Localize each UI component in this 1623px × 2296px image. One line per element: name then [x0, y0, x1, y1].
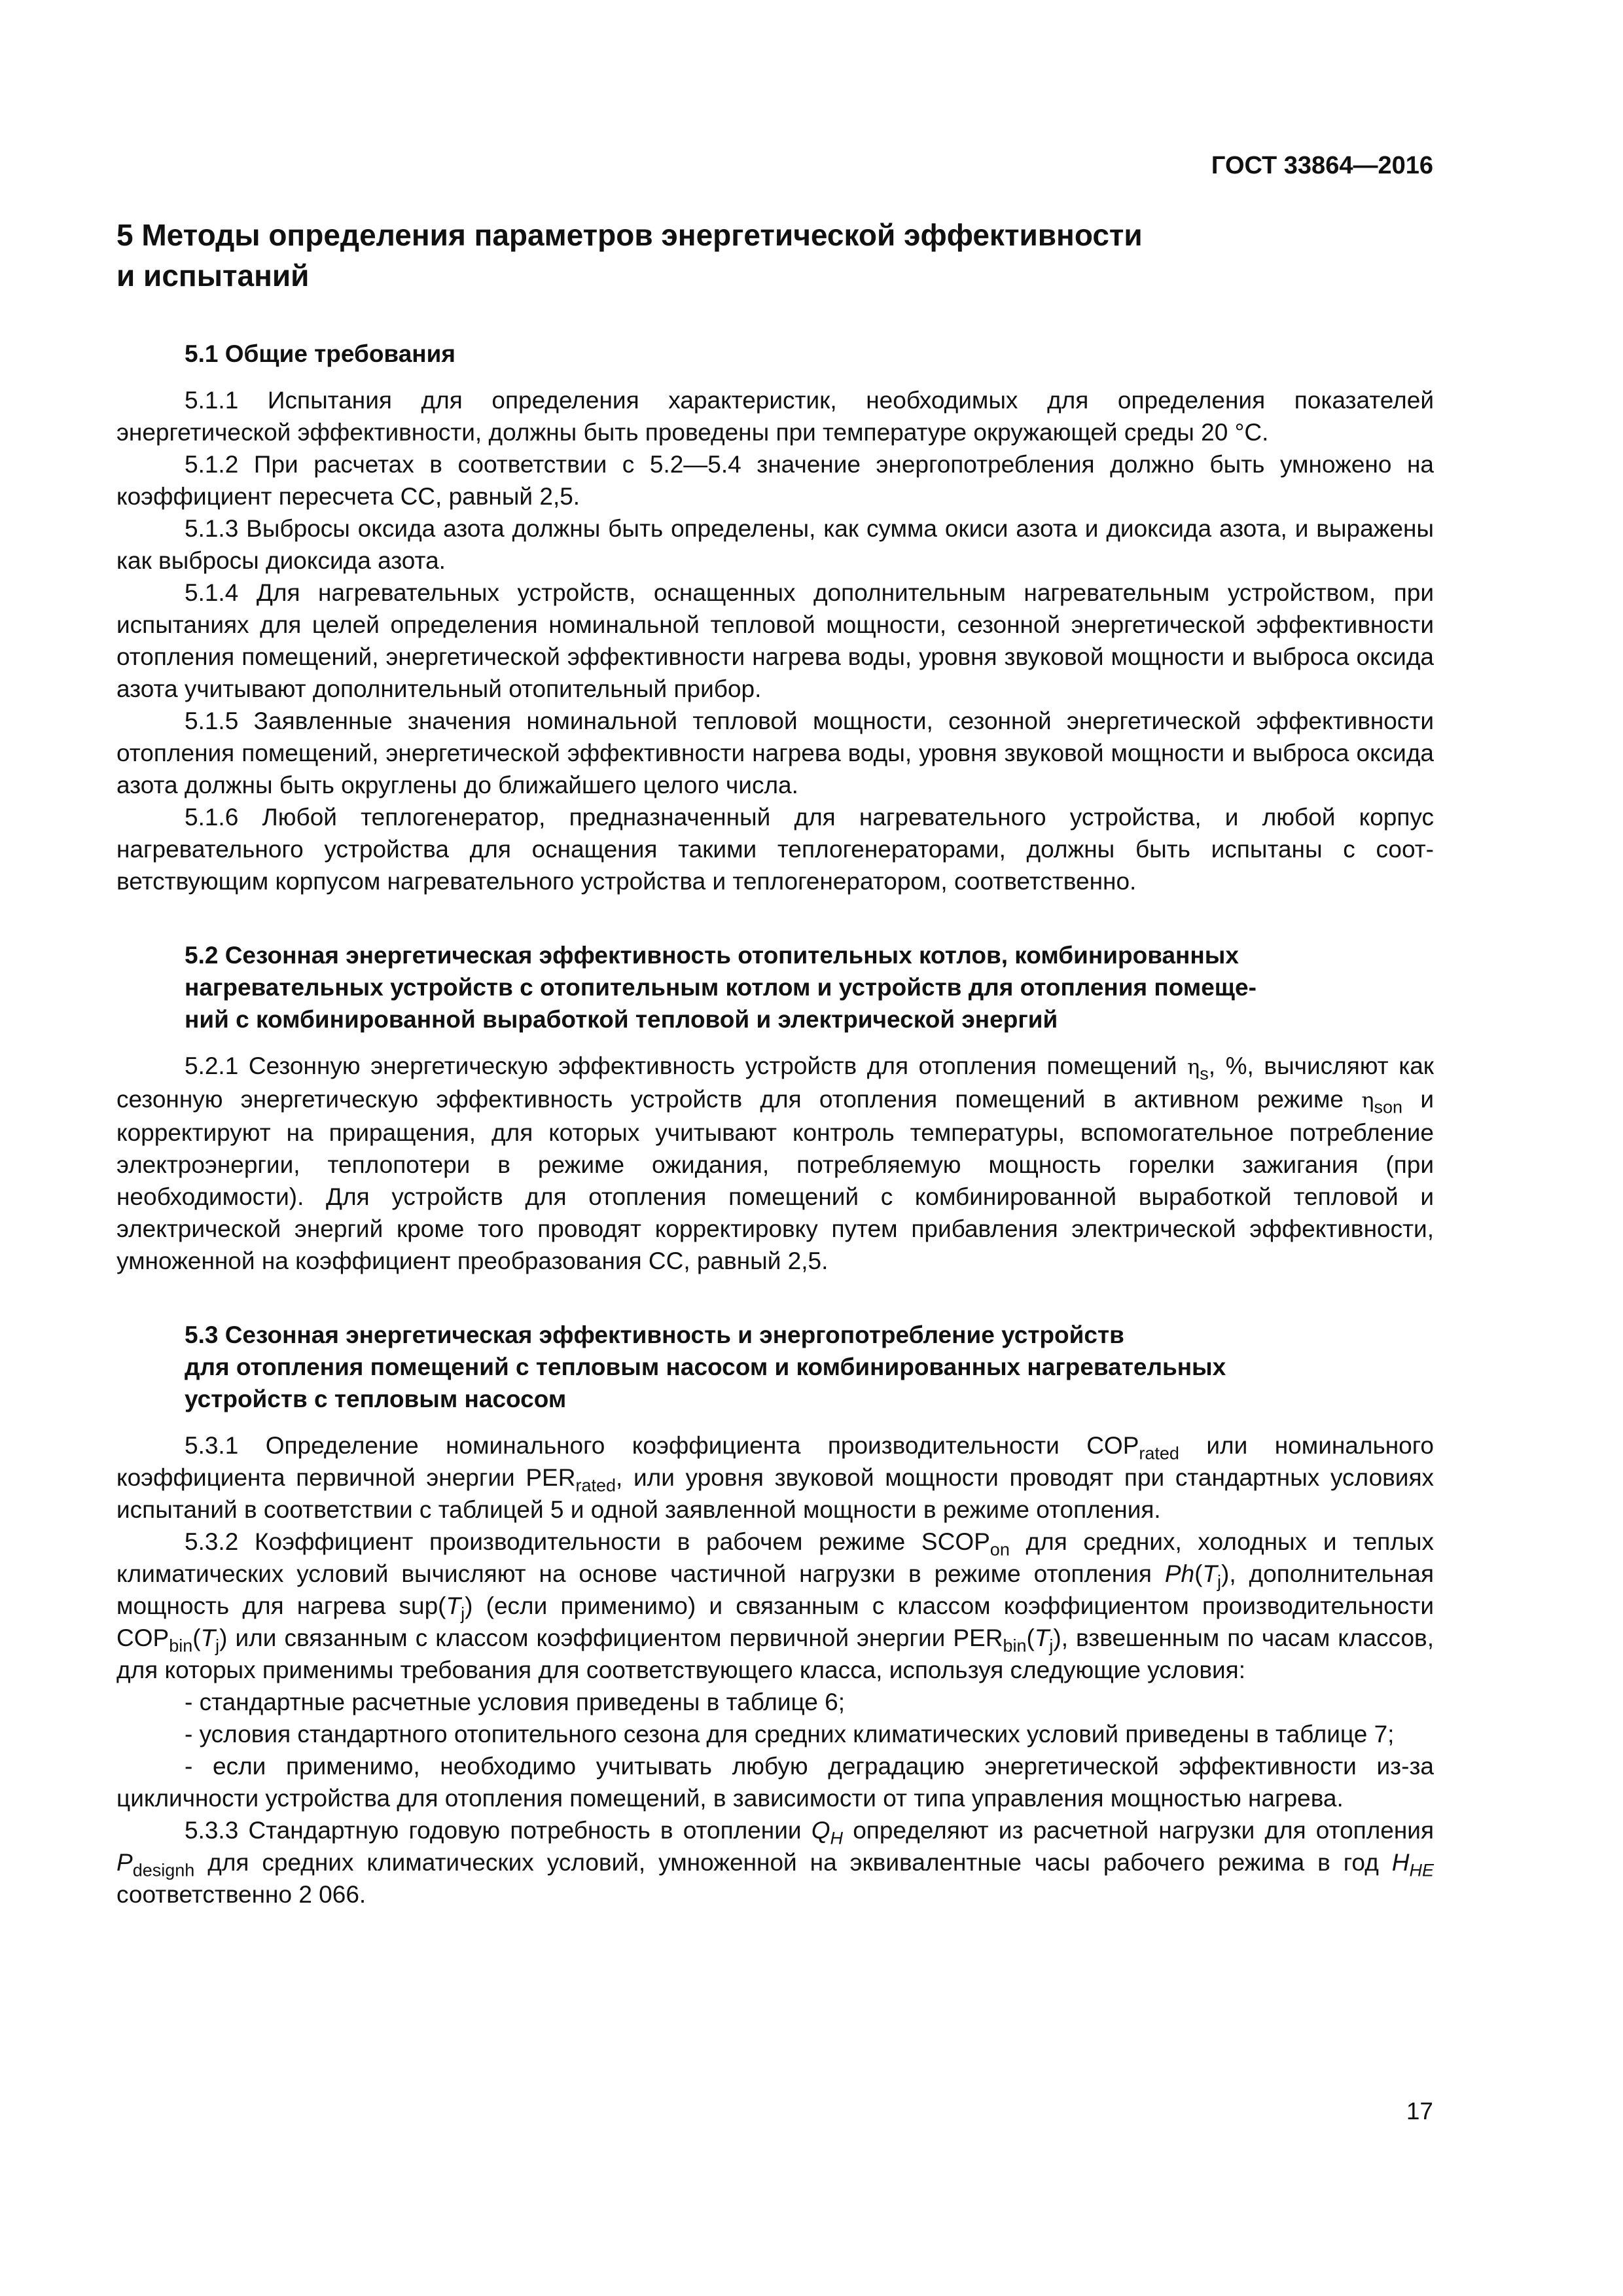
list-item: - условия стандартного отопительного сезона для средних климатических условий приведены в таблице 7; — [185, 1721, 1395, 1748]
para-5-1-3: 5.1.3 Выбросы оксида азота должны быть определены, как сумма окиси азота и диоксида азота, и выражены как выбросы диоксида азота. — [116, 515, 1434, 574]
para-5-1-4: 5.1.4 Для нагревательных устройств, оснащенных дополнительным нагревательным устройством, при испытаниях для целей определения номинальной тепловой мощности, сезонной энергетической эффективности отопления помещений, энергетической эффективности нагрева воды, уровня звуковой мощности и выброса оксида азота учитывают дополнительный отопительный прибор. — [116, 579, 1434, 702]
page-number: 17 — [1406, 2098, 1433, 2125]
para-5-1-1: 5.1.1 Испытания для определения характеристик, необходимых для определения показателей энергетической эффективности, должны быть проведены при температуре окружающей среды 20 °С. — [116, 387, 1434, 446]
section-5-title: 5 Методы определения параметров энергетической эффективности и испытаний — [116, 218, 1143, 293]
list-item: - стандартные расчетные условия приведены в таблице 6; — [185, 1689, 845, 1715]
section-5-2-title: 5.2 Сезонная энергетическая эффективность отопительных котлов, комбинированных нагревательных устройств с отопительным котлом и устройств для отопления помеще- ний с комбинированной выработкой тепловой и электрической энергий — [185, 942, 1257, 1033]
para-5-3-3: 5.3.3 Стандартную годовую потребность в отоплении $Q_H$ определяют из расчетной нагрузки для отопления $P_{designh}$ для средних климатических условий, умноженной на эквивалентные часы рабочего режима в год $H_{HE}$ соответственно 2 066. — [116, 1817, 1435, 1908]
list-item: - если применимо, необходимо учитывать любую деградацию энергетической эффективности из-за цикличности устройства для отопления помещений, в зависимости от типа управления мощностью нагрева. — [116, 1753, 1434, 1812]
section-5-1-title: 5.1 Общие требования — [185, 340, 455, 367]
section-5-3-title: 5.3 Сезонная энергетическая эффективность и энергопотребление устройств для отопления помещений с тепловым насосом и комбинированных нагревательных устройств с тепловым насосом — [185, 1321, 1226, 1412]
para-5-1-6: 5.1.6 Любой теплогенератор, предназначенный для нагревательного устройства, и любой корпус нагревательного устройства для оснащения такими теплогенераторами, должны быть испытаны с соответствующим корпусом нагревательного устройства и теплогенератором, соответственно. — [116, 804, 1434, 895]
para-5-3-2: 5.3.2 Коэффициент производительности в рабочем режиме $SCOP_{on}$ для средних, холодных и теплых климатических условий вычисляют на основе частичной нагрузки в режиме отопления $Ph(T_j)$, дополнительная мощность для нагрева $sup(T_j)$ (если применимо) и связанным с классом коэффициентом производительности $COP_{bin}(T_j)$ или связанным с классом коэффициентом первичной энергии $PER_{bin}(T_j)$, взвешенным по часам классов, для которых применимы требования для соответствующего класса, используя следующие условия: — [116, 1528, 1434, 1683]
para-5-1-2: 5.1.2 При расчетах в соответствии с 5.2—5.4 значение энергопотребления должно быть умножено на коэффициент пересчета СС, равный 2,5. — [116, 451, 1434, 510]
page-body — [116, 144, 1434, 1910]
para-5-2-1: 5.2.1 Сезонную энергетическую эффективность устройств для отопления помещений $\eta_s$, %, вычисляют как сезонную энергетическую эффективность устройств для отопления помещений в активном режиме $\eta_{son}$ и корректируют на приращения, для которых учитывают контроль температуры, вспомогательное потребление электроэнергии, теплопотери в режиме ожидания, потребляемую мощность горелки зажигания (при необходимости). Для устройств для отопления помещений с комбинированной выработкой тепловой и электрической энергий кроме того проводят корректировку путем прибавления электрической эффективности, умноженной на коэффициент преобразования СС, равный 2,5. — [116, 1052, 1434, 1274]
para-5-1-5: 5.1.5 Заявленные значения номинальной тепловой мощности, сезонной энергетической эффективности отопления помещений, энергетической эффективности нагрева воды, уровня звуковой мощности и выброса оксида азота должны быть округлены до ближайшего целого числа. — [116, 708, 1434, 798]
document-code: ГОСТ 33864—2016 — [1211, 152, 1433, 179]
para-5-3-1: 5.3.1 Определение номинального коэффициента производительности $COP_{rated}$ или номинального коэффициента первичной энергии $PER_{rated}$, или уровня звуковой мощности проводят при стандартных условиях испытаний в соответствии с таблицей 5 и одной заявленной мощности в режиме отопления. — [116, 1432, 1435, 1523]
